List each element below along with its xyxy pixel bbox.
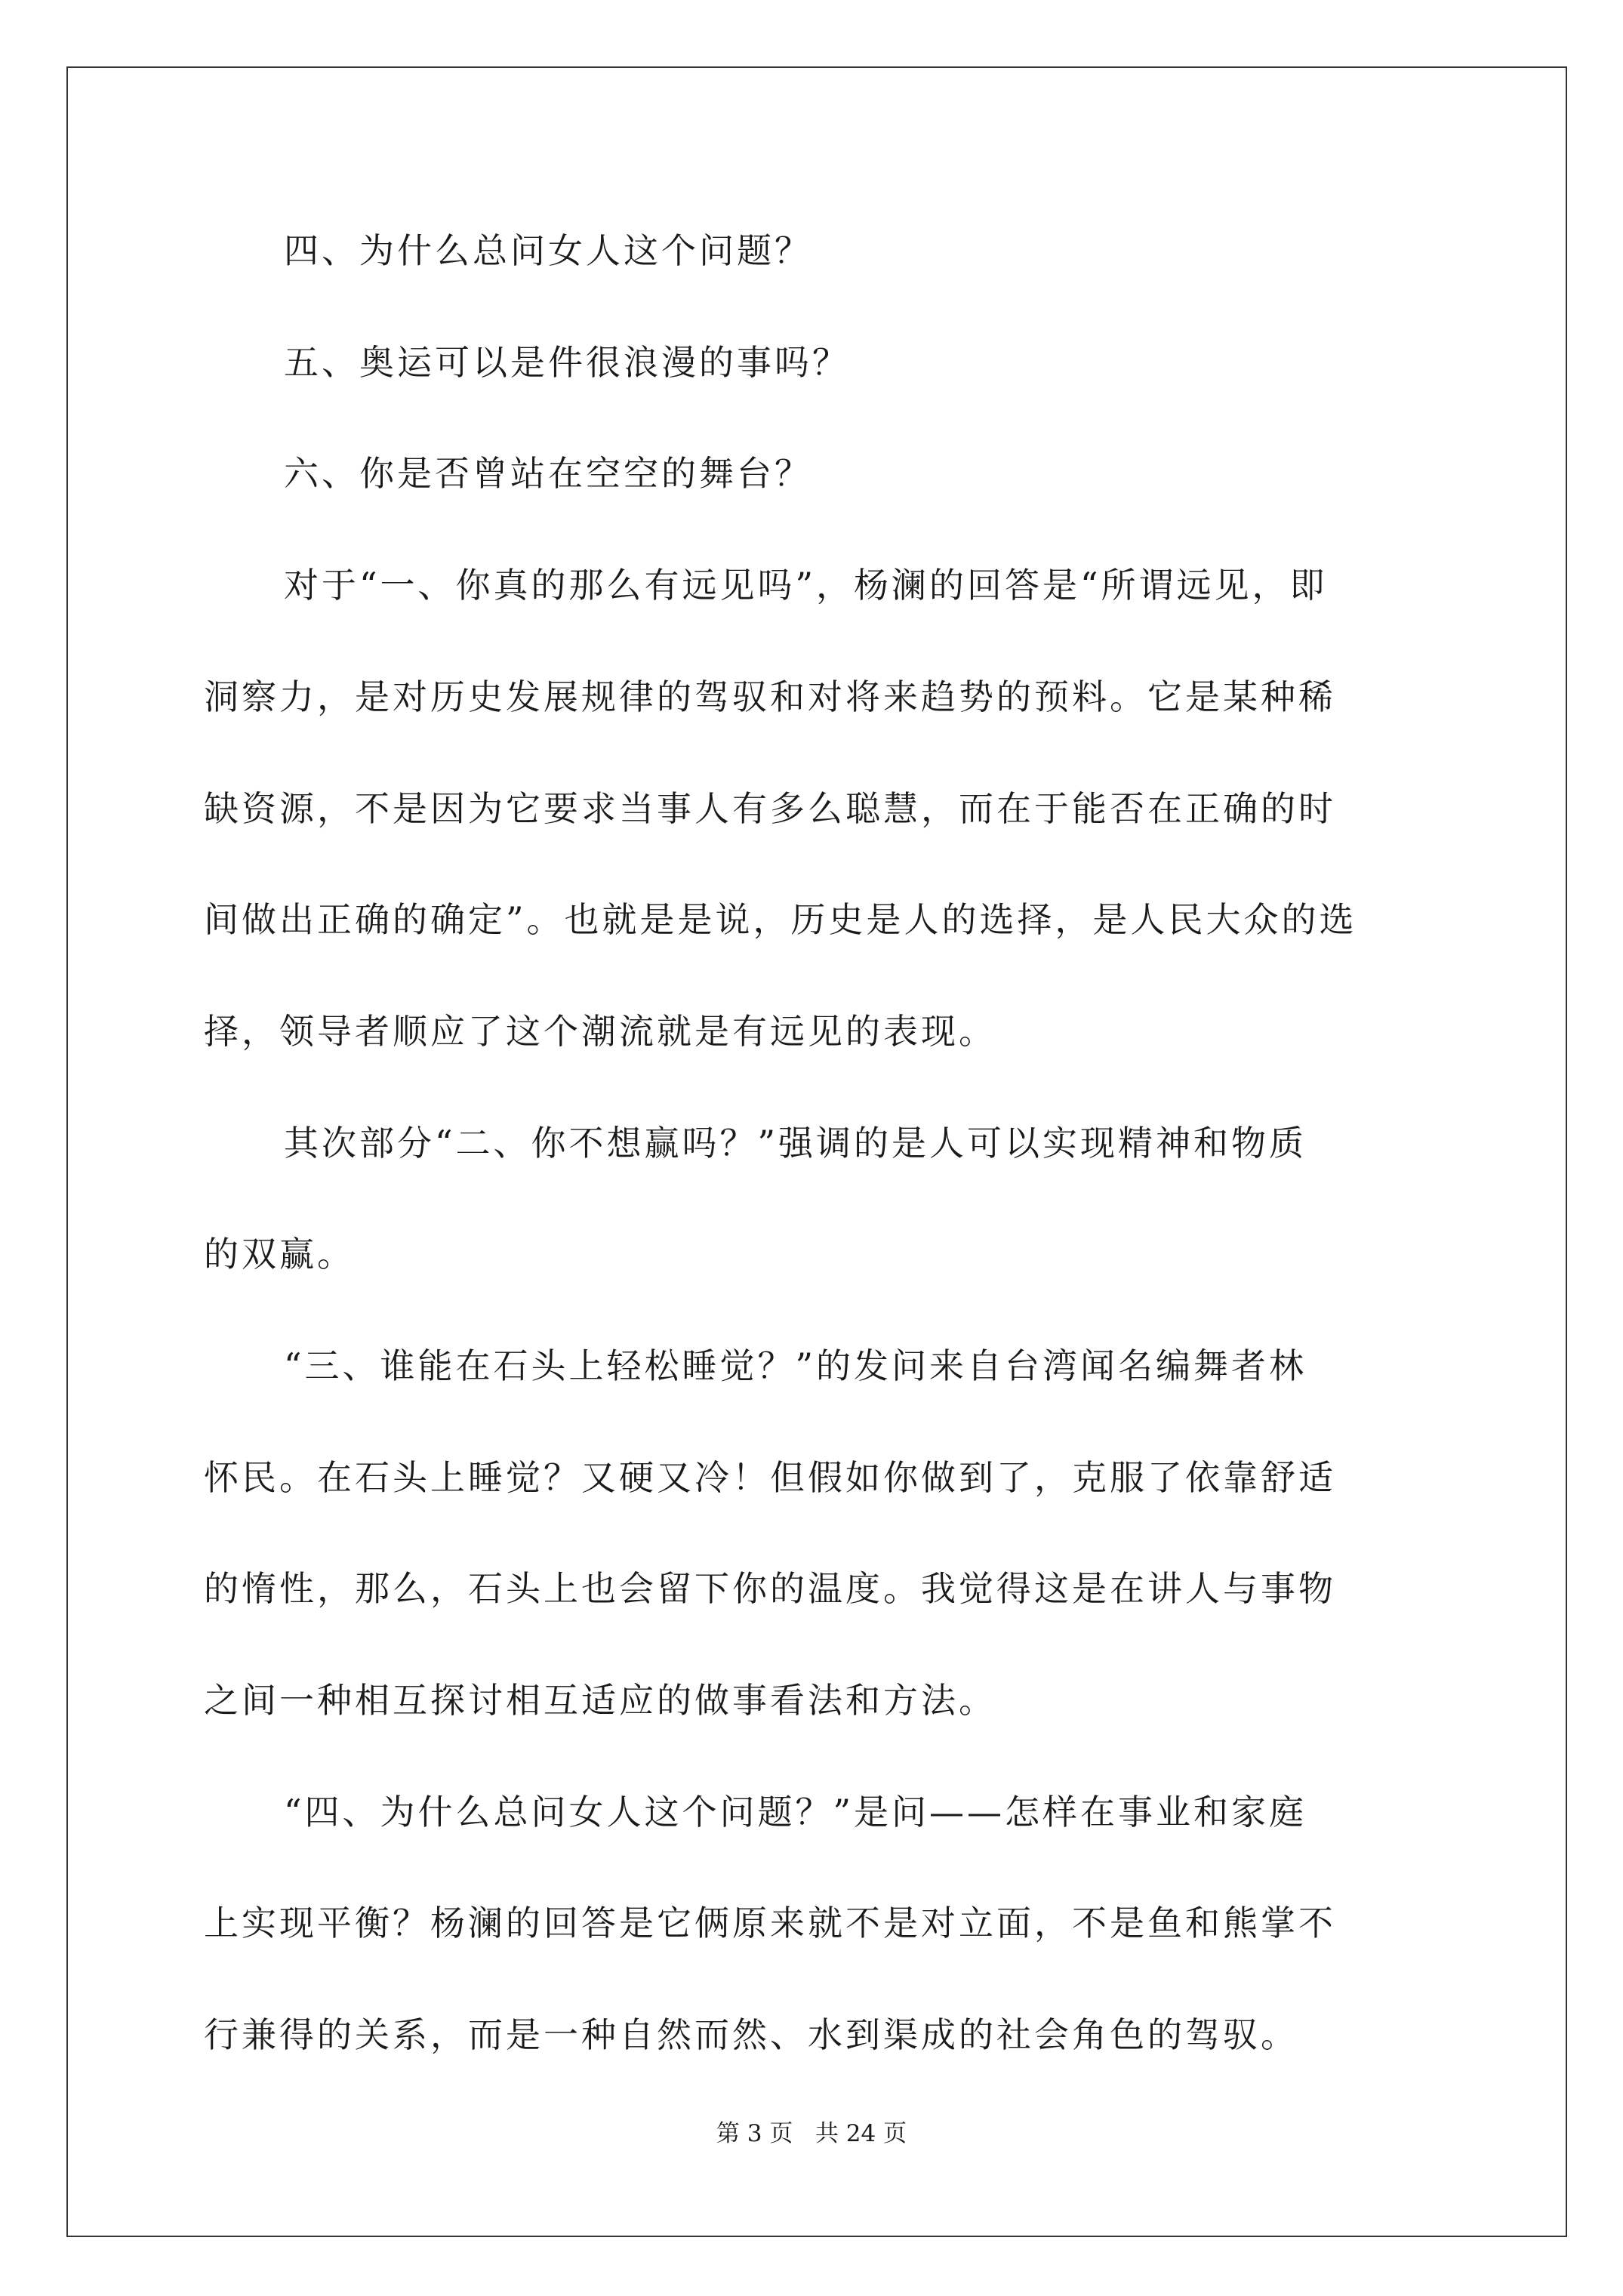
text-line: 五、奥运可以是件很浪漫的事吗？ [284, 342, 850, 383]
text-line: “三、谁能在石头上轻松睡觉？”的发问来自台湾闻名编舞者林 [284, 1345, 1307, 1386]
text-line: 之间一种相互探讨相互适应的做事看法和方法。 [204, 1680, 996, 1721]
text-line: 缺资源，不是因为它要求当事人有多么聪慧，而在于能否在正确的时 [204, 788, 1336, 829]
page-number: 第 3 页 共 24 页 [716, 2120, 907, 2147]
text-line: 的惰性，那么，石头上也会留下你的温度。我觉得这是在讲人与事物 [204, 1568, 1336, 1609]
text-line: 怀民。在石头上睡觉？又硬又冷！但假如你做到了，克服了依靠舒适 [204, 1457, 1336, 1498]
text-line: 四、为什么总问女人这个问题？ [284, 230, 812, 271]
text-line: “四、为什么总问女人这个问题？”是问——怎样在事业和家庭 [284, 1792, 1307, 1832]
text-line: 其次部分“二、你不想赢吗？”强调的是人可以实现精神和物质 [284, 1123, 1307, 1163]
text-line: 间做出正确的确定”。也就是是说，历史是人的选择，是人民大众的选 [204, 899, 1357, 940]
text-line: 对于“一、你真的那么有远见吗”，杨澜的回答是“所谓远见，即 [284, 565, 1328, 606]
text-line: 六、你是否曾站在空空的舞台？ [284, 453, 812, 494]
text-line: 上实现平衡？杨澜的回答是它俩原来就不是对立面，不是鱼和熊掌不 [204, 1903, 1336, 1943]
text-line: 的双赢。 [204, 1234, 355, 1274]
text-line: 洞察力，是对历史发展规律的驾驭和对将来趋势的预料。它是某种稀 [204, 676, 1336, 717]
text-line: 择，领导者顺应了这个潮流就是有远见的表现。 [204, 1011, 996, 1052]
text-line: 行兼得的关系，而是一种自然而然、水到渠成的社会角色的驾驭。 [204, 2014, 1298, 2055]
